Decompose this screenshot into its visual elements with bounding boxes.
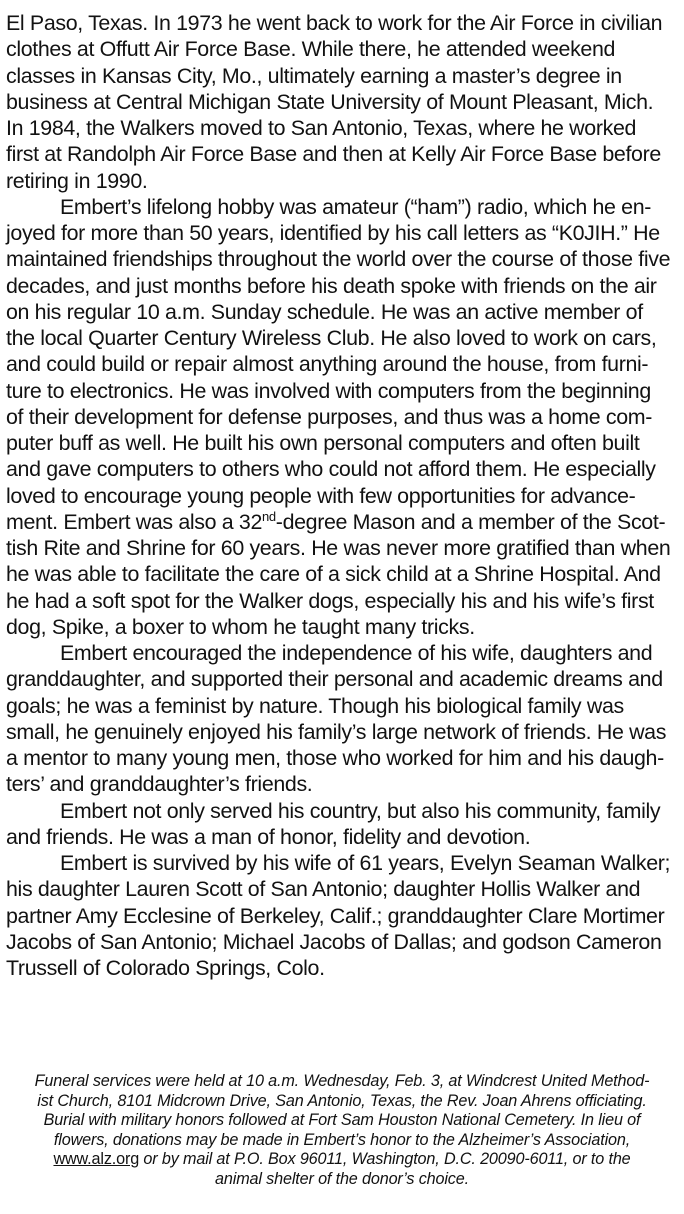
- text-line: he had a soft spot for the Walker dogs, especially his and his wife’s first: [6, 588, 654, 613]
- text-line: a mentor to many young men, those who worked for him and his daugh-: [6, 746, 664, 770]
- text-line: [6, 509, 682, 535]
- text-line: partner Amy Ecclesine of Berkeley, Calif.; granddaughter Clare Mortimer: [6, 903, 665, 928]
- text-line: tish Rite and Shrine for 60 years. He was never more gratified than when: [6, 536, 671, 560]
- text-line: small, he genuinely enjoyed his family’s large network of friends. He was: [6, 719, 667, 744]
- text-line: Embert encouraged the independence of his wife, daughters and: [60, 641, 653, 665]
- text-segment: ment. Embert was also a 32: [6, 509, 263, 534]
- text-line: and could build or repair almost anything around the house, from furni-: [6, 352, 649, 377]
- text-line: Embert not only served his country, but also his community, family: [60, 798, 661, 823]
- text-line: Jacobs of San Antonio; Michael Jacobs of Dallas; and godson Cameron: [6, 929, 662, 954]
- text-line: clothes at Offutt Air Force Base. While there, he attended weekend: [6, 37, 616, 62]
- paragraph: [6, 798, 682, 851]
- text-line: on his regular 10 a.m. Sunday schedule. He was an active member of: [6, 299, 643, 324]
- text-segment: -degree Mason and a member of the Scot-: [275, 509, 666, 534]
- text-line: and gave computers to others who could not afford them. He especially: [6, 457, 656, 482]
- note-line: [8, 1150, 676, 1170]
- text-line: his daughter Lauren Scott of San Antonio; daughter Hollis Walker and: [6, 877, 641, 902]
- alz-link[interactable]: www.alz.org: [53, 1150, 140, 1169]
- text-line: business at Central Michigan State University of Mount Pleasant, Mich.: [6, 89, 654, 114]
- article-body: [6, 10, 682, 981]
- superscript: nd: [262, 508, 276, 524]
- text-line: goals; he was a feminist by nature. Though his biological family was: [6, 693, 624, 718]
- text-line: In 1984, the Walkers moved to San Antonio, Texas, where he worked: [6, 116, 637, 140]
- text-line: dog, Spike, a boxer to whom he taught many tricks.: [6, 614, 475, 639]
- text-line: maintained friendships throughout the world over the course of those five: [6, 247, 671, 272]
- note-line: Funeral services were held at 10 a.m. Wednesday, Feb. 3, at Windcrest United Method-: [34, 1072, 650, 1090]
- text-line: granddaughter, and supported their personal and academic dreams and: [6, 667, 663, 692]
- text-line: the local Quarter Century Wireless Club. He also loved to work on cars,: [6, 326, 657, 350]
- text-line: ters’ and granddaughter’s friends.: [6, 772, 313, 797]
- text-line: Embert’s lifelong hobby was amateur (“ham”) radio, which he en-: [60, 194, 652, 219]
- note-line: animal shelter of the donor’s choice.: [215, 1169, 469, 1188]
- text-line: retiring in 1990.: [6, 168, 148, 193]
- text-line: puter buff as well. He built his own personal computers and often built: [6, 431, 640, 455]
- paragraph: [6, 194, 682, 640]
- text-line: he was able to facilitate the care of a sick child at a Shrine Hospital. And: [6, 562, 661, 587]
- note-line: ist Church, 8101 Midcrown Drive, San Antonio, Texas, the Rev. Joan Ahrens officiating.: [37, 1091, 647, 1110]
- text-segment: or by mail at P.O. Box 96011, Washington, D.C. 20090-6011, or to the: [139, 1150, 631, 1169]
- paragraph: [6, 10, 682, 194]
- text-line: Embert is survived by his wife of 61 years, Evelyn Seaman Walker;: [60, 851, 671, 875]
- text-line: decades, and just months before his death spoke with friends on the air: [6, 273, 657, 298]
- text-line: classes in Kansas City, Mo., ultimately earning a master’s degree in: [6, 63, 622, 88]
- paragraph: [6, 850, 682, 981]
- text-line: Trussell of Colorado Springs, Colo.: [6, 956, 325, 980]
- note-line: Burial with military honors followed at Fort Sam Houston National Cemetery. In lieu of: [43, 1111, 641, 1130]
- text-line: of their development for defense purposes, and thus was a home com-: [6, 404, 652, 429]
- funeral-note: [8, 1072, 676, 1190]
- text-line: El Paso, Texas. In 1973 he went back to work for the Air Force in civilian: [6, 11, 663, 35]
- text-line: joyed for more than 50 years, identified by his call letters as “K0JIH.” He: [6, 221, 660, 245]
- text-line: and friends. He was a man of honor, fidelity and devotion.: [6, 824, 531, 849]
- note-line: flowers, donations may be made in Embert’s honor to the Alzheimer’s Association,: [53, 1130, 631, 1149]
- paragraph: [6, 640, 682, 798]
- text-line: ture to electronics. He was involved with computers from the beginning: [6, 378, 651, 403]
- text-line: loved to encourage young people with few opportunities for advance-: [6, 483, 636, 508]
- text-line: first at Randolph Air Force Base and then at Kelly Air Force Base before: [6, 142, 661, 167]
